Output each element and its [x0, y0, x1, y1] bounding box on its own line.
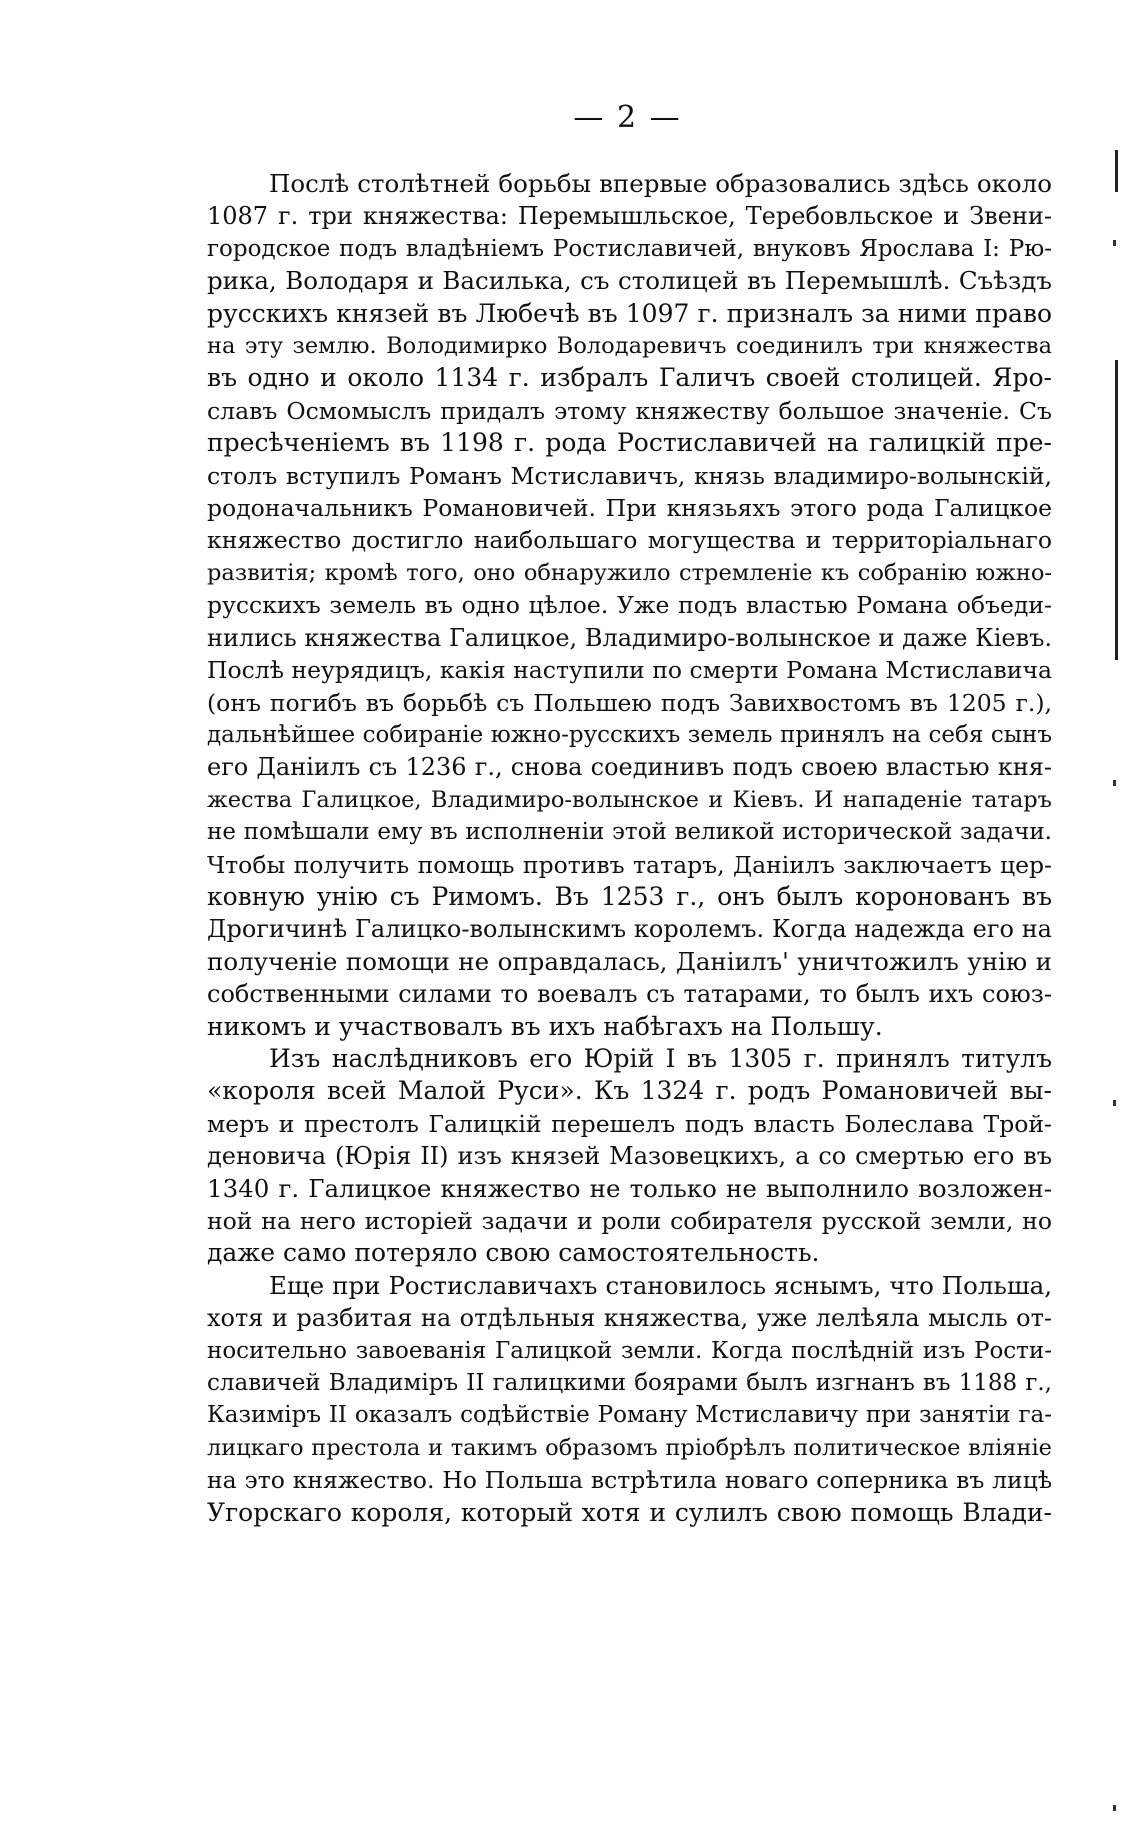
- text-line: Чтобы получить помощь противъ татаръ, Даніилъ заключаетъ цер-: [207, 850, 1052, 879]
- text-line: лицкаго престола и такимъ образомъ пріобрѣлъ политическое вліяніе: [207, 1434, 1052, 1461]
- text-line: пресѣченіемъ въ 1198 г. рода Ростиславичей на галицкій пре-: [207, 428, 1052, 458]
- text-line: славъ Осмомыслъ придалъ этому княжеству большое значеніе. Съ: [207, 396, 1052, 425]
- text-line: столъ вступилъ Романъ Мстиславичъ, князь владимиро-волынскій,: [207, 461, 1052, 490]
- text-body: [207, 168, 1052, 1529]
- text-line: дальнѣйшее собираніе южно-русскихъ земель принялъ на себя сынъ: [207, 721, 1052, 748]
- text-line: «короля всей Малой Руси». Къ 1324 г. родъ Романовичей вы-: [207, 1076, 1052, 1106]
- text-line: родоначальникъ Романовичей. При князьяхъ этого рода Галицкое: [207, 494, 1052, 523]
- text-line: княжество достигло наибольшаго могущества и территоріальнаго: [207, 526, 1052, 555]
- text-line: собственными силами то воевалъ съ татарами, то былъ ихъ союз-: [207, 980, 1052, 1009]
- text-line: Казиміръ II оказалъ содѣйствіе Роману Мстиславичу при занятіи га-: [207, 1402, 1052, 1429]
- binding-edge-shadow: [1115, 360, 1118, 660]
- paragraph-3: [207, 1270, 1052, 1529]
- text-line: русскихъ земель въ одно цѣлое. Уже подъ властью Романа объеди-: [207, 591, 1052, 620]
- text-line: славичей Владиміръ II галицкими боярами былъ изгнанъ въ 1188 г.,: [207, 1370, 1052, 1397]
- text-line: Угорскаго короля, который хотя и сулилъ свою помощь Влади-: [207, 1497, 1052, 1527]
- text-line: рика, Володаря и Василька, съ столицей въ Перемышлѣ. Съѣздъ: [207, 266, 1052, 296]
- binding-edge-mark: [1115, 150, 1118, 192]
- paragraph-1: [207, 168, 1052, 1043]
- text-line: Изъ наслѣдниковъ его Юрій I въ 1305 г. принялъ титулъ: [269, 1043, 1052, 1073]
- text-line: на эту землю. Володимирко Володаревичъ соединилъ три княжества: [207, 333, 1052, 360]
- text-line: (онъ погибъ въ борьбѣ съ Польшею подъ Завихвостомъ въ 1205 г.),: [207, 688, 1052, 717]
- text-line: Дрогичинѣ Галицко-волынскимъ королемъ. Когда надежда его на: [207, 915, 1052, 944]
- text-line: 1087 г. три княжества: Перемышльское, Теребовльское и Звени-: [207, 202, 1052, 231]
- text-line: русскихъ князей въ Любечѣ въ 1097 г. призналъ за ними право: [207, 298, 1052, 328]
- text-line: ной на него исторіей задачи и роли собирателя русской земли, но: [207, 1207, 1052, 1235]
- text-line: носительно завоеванія Галицкой земли. Когда послѣдній изъ Рости-: [207, 1337, 1052, 1364]
- text-line: развитія; кромѣ того, оно обнаружило стремленіе къ собранію южно-: [207, 559, 1052, 586]
- text-line: даже само потеряло свою самостоятельность.: [207, 1238, 820, 1268]
- text-line: ковную унію съ Римомъ. Въ 1253 г., онъ былъ коронованъ въ: [207, 881, 1052, 911]
- text-line: жества Галицкое, Владимиро-волынское и Кіевъ. И нападеніе татаръ: [207, 786, 1052, 813]
- text-line: Еще при Ростиславичахъ становилось яснымъ, что Польша,: [269, 1270, 1052, 1300]
- text-line: Послѣ столѣтней борьбы впервые образовались здѣсь около: [269, 169, 1052, 198]
- binding-edge-mark: [1113, 780, 1116, 786]
- binding-edge-mark: [1113, 1100, 1116, 1106]
- text-line: хотя и разбитая на отдѣльныя княжества, уже лелѣяла мысль от-: [207, 1304, 1052, 1333]
- text-line: деновича (Юрія II) изъ князей Мазовецкихъ, а со смертью его въ: [207, 1142, 1052, 1171]
- text-line: въ одно и около 1134 г. избралъ Галичъ своей столицей. Яро-: [207, 363, 1052, 393]
- page-number: — 2 —: [573, 100, 682, 135]
- text-line: 1340 г. Галицкое княжество не только не выполнило возложен-: [207, 1173, 1052, 1203]
- binding-edge-mark: [1113, 1805, 1116, 1811]
- paragraph-2: [207, 1043, 1052, 1270]
- text-line: никомъ и участвовалъ въ ихъ набѣгахъ на Польшу.: [207, 1011, 883, 1041]
- text-line: нились княжества Галицкое, Владимиро-волынское и даже Кіевъ.: [207, 623, 1052, 652]
- text-line: городское подъ владѣніемъ Ростиславичей, внуковъ Ярослава I: Рю-: [207, 235, 1052, 262]
- text-line: Послѣ неурядицъ, какія наступили по смерти Романа Мстиславича: [207, 656, 1052, 685]
- binding-edge-mark: [1113, 240, 1116, 246]
- text-line: его Даніилъ съ 1236 г., снова соединивъ подъ своею властью кня-: [207, 753, 1052, 782]
- text-line: полученіе помощи не оправдалась, Даніилъ' уничтожилъ унію и: [207, 946, 1052, 976]
- text-line: не помѣшали ему въ исполненіи этой великой исторической задачи.: [207, 819, 1052, 846]
- text-line: меръ и престолъ Галицкій перешелъ подъ власть Болеслава Трой-: [207, 1109, 1052, 1138]
- text-line: на это княжество. Но Польша встрѣтила новаго соперника въ лицѣ: [207, 1466, 1052, 1495]
